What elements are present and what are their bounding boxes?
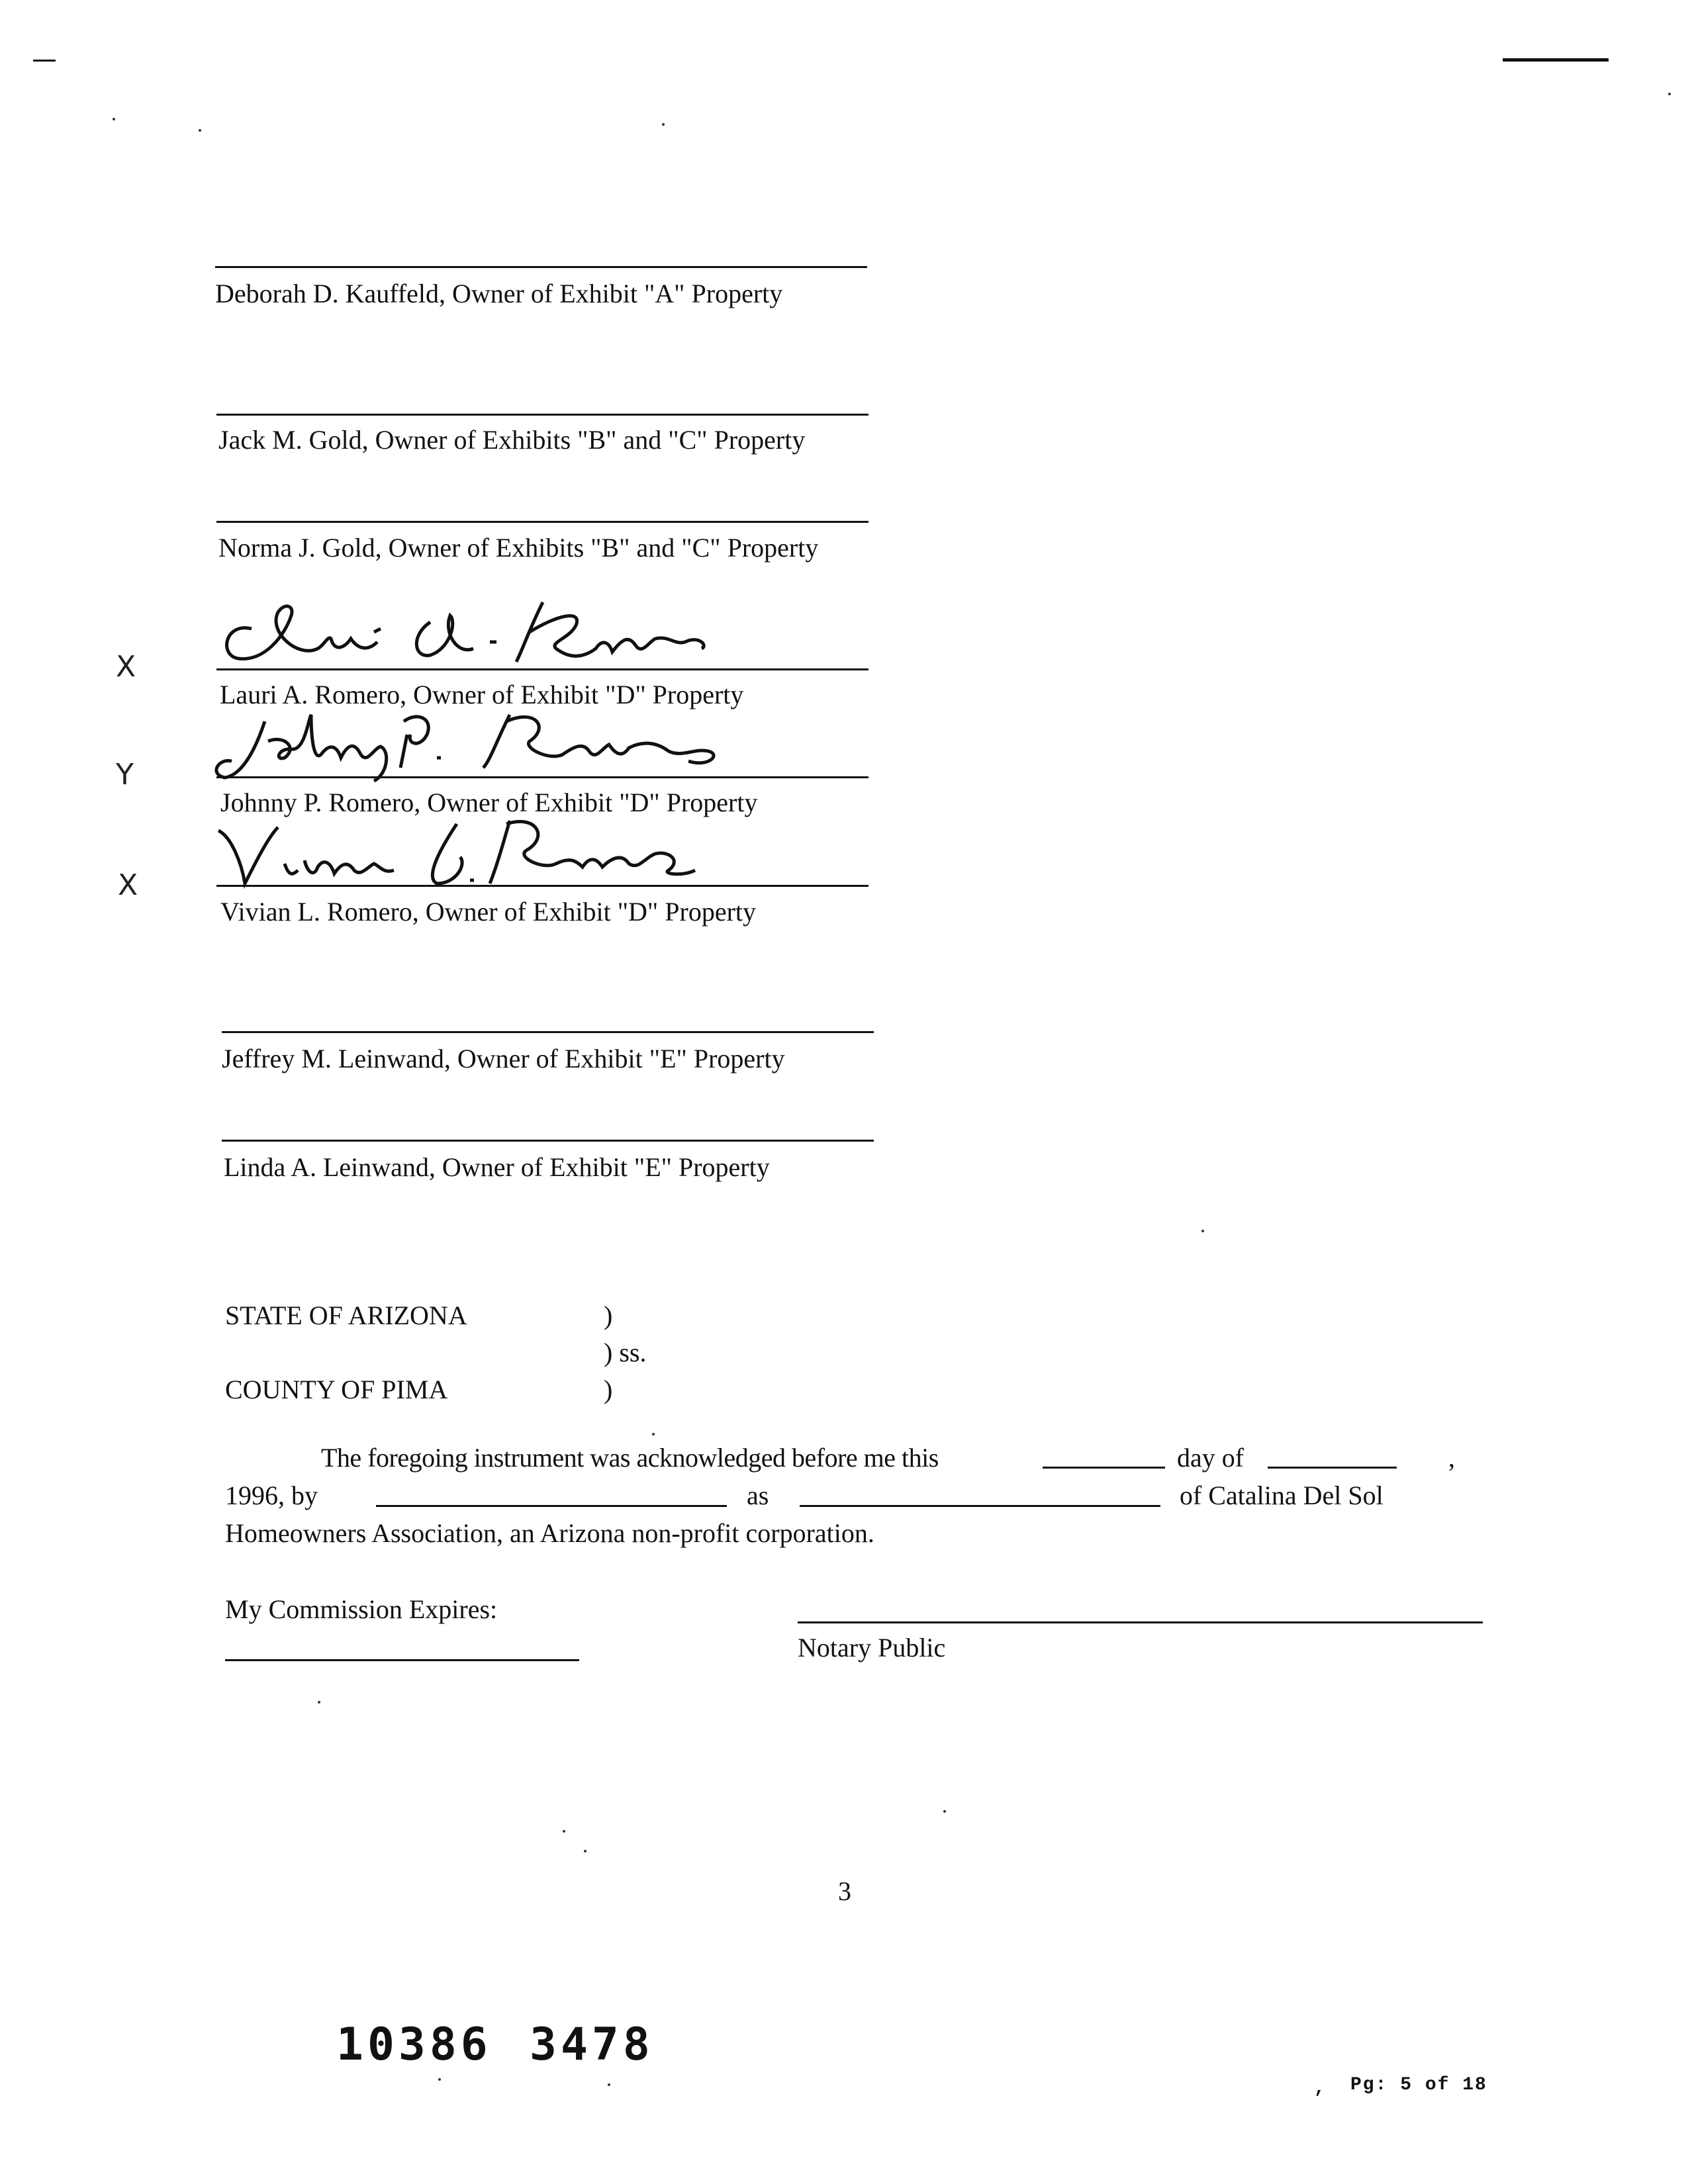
handwritten-signature bbox=[205, 702, 761, 788]
signatory-label: Lauri A. Romero, Owner of Exhibit "D" Property bbox=[220, 680, 744, 709]
acknowledgment-comma: , bbox=[1448, 1443, 1455, 1473]
scan-speck bbox=[318, 1701, 320, 1704]
blank-as bbox=[800, 1505, 1160, 1507]
scan-speck bbox=[652, 1433, 655, 1435]
signatory-label: Norma J. Gold, Owner of Exhibits "B" and "C" Property bbox=[218, 533, 819, 563]
footer-page-label: Pg: 5 of 18 bbox=[1350, 2075, 1487, 2095]
scan-speck bbox=[662, 123, 665, 126]
recording-page: 3478 bbox=[530, 2019, 654, 2071]
signature-line bbox=[216, 668, 868, 670]
acknowledgment-year-by: 1996, by bbox=[225, 1480, 318, 1510]
margin-mark: X bbox=[118, 868, 138, 902]
scan-speck bbox=[584, 1850, 586, 1852]
signature-line bbox=[222, 1031, 874, 1033]
signature-line bbox=[216, 521, 868, 523]
signatory-label: Jeffrey M. Leinwand, Owner of Exhibit "E" Property bbox=[222, 1044, 785, 1073]
signatory-label: Deborah D. Kauffeld, Owner of Exhibit "A" Property bbox=[215, 279, 783, 308]
scan-speck bbox=[1668, 93, 1671, 95]
signatory-label: Johnny P. Romero, Owner of Exhibit "D" Property bbox=[220, 788, 758, 817]
scan-speck bbox=[943, 1810, 946, 1813]
signature-line bbox=[216, 885, 868, 887]
margin-mark: Y bbox=[116, 758, 134, 792]
blank-month bbox=[1268, 1467, 1397, 1469]
scan-speck bbox=[1201, 1230, 1204, 1232]
notary-label: Notary Public bbox=[798, 1633, 946, 1662]
signature-line bbox=[215, 266, 867, 268]
notary-signature-line bbox=[798, 1621, 1483, 1623]
scan-speck bbox=[199, 129, 201, 132]
scan-speck bbox=[563, 1830, 565, 1833]
recording-docket: 10386 bbox=[336, 2019, 492, 2071]
acknowledgment-line3: Homeowners Association, an Arizona non-profit corporation. bbox=[225, 1518, 874, 1548]
signature-line bbox=[216, 776, 868, 778]
venue-state: STATE OF ARIZONA bbox=[225, 1300, 467, 1330]
acknowledgment-day-of: day of bbox=[1177, 1443, 1244, 1473]
venue-ss: ) ss. bbox=[604, 1338, 647, 1367]
signature-line bbox=[222, 1140, 874, 1142]
signatory-label: Linda A. Leinwand, Owner of Exhibit "E" Property bbox=[224, 1152, 770, 1182]
scan-mark-top-right bbox=[1503, 58, 1609, 62]
scan-speck bbox=[438, 2078, 441, 2081]
footer-mark: , bbox=[1314, 2078, 1327, 2099]
page-number: 3 bbox=[838, 1876, 851, 1906]
venue-paren: ) bbox=[604, 1375, 613, 1404]
acknowledgment-of-org: of Catalina Del Sol bbox=[1180, 1480, 1383, 1510]
blank-by bbox=[376, 1505, 727, 1507]
signature-line bbox=[216, 414, 868, 416]
scan-speck bbox=[608, 2083, 610, 2086]
scan-speck bbox=[113, 118, 115, 120]
commission-expires-line bbox=[225, 1659, 579, 1661]
handwritten-signature bbox=[205, 811, 708, 890]
handwritten-signature bbox=[212, 596, 741, 675]
venue-paren: ) bbox=[604, 1300, 613, 1330]
venue-county: COUNTY OF PIMA bbox=[225, 1375, 448, 1404]
signatory-label: Vivian L. Romero, Owner of Exhibit "D" Property bbox=[220, 897, 757, 927]
acknowledgment-as: as bbox=[747, 1480, 769, 1510]
acknowledgment-line1: The foregoing instrument was acknowledged before me this bbox=[321, 1443, 939, 1473]
margin-mark: X bbox=[116, 650, 136, 684]
blank-day bbox=[1043, 1467, 1165, 1469]
signatory-label: Jack M. Gold, Owner of Exhibits "B" and "C" Property bbox=[218, 425, 806, 455]
scan-mark-top-left bbox=[33, 60, 56, 62]
commission-label: My Commission Expires: bbox=[225, 1594, 498, 1624]
